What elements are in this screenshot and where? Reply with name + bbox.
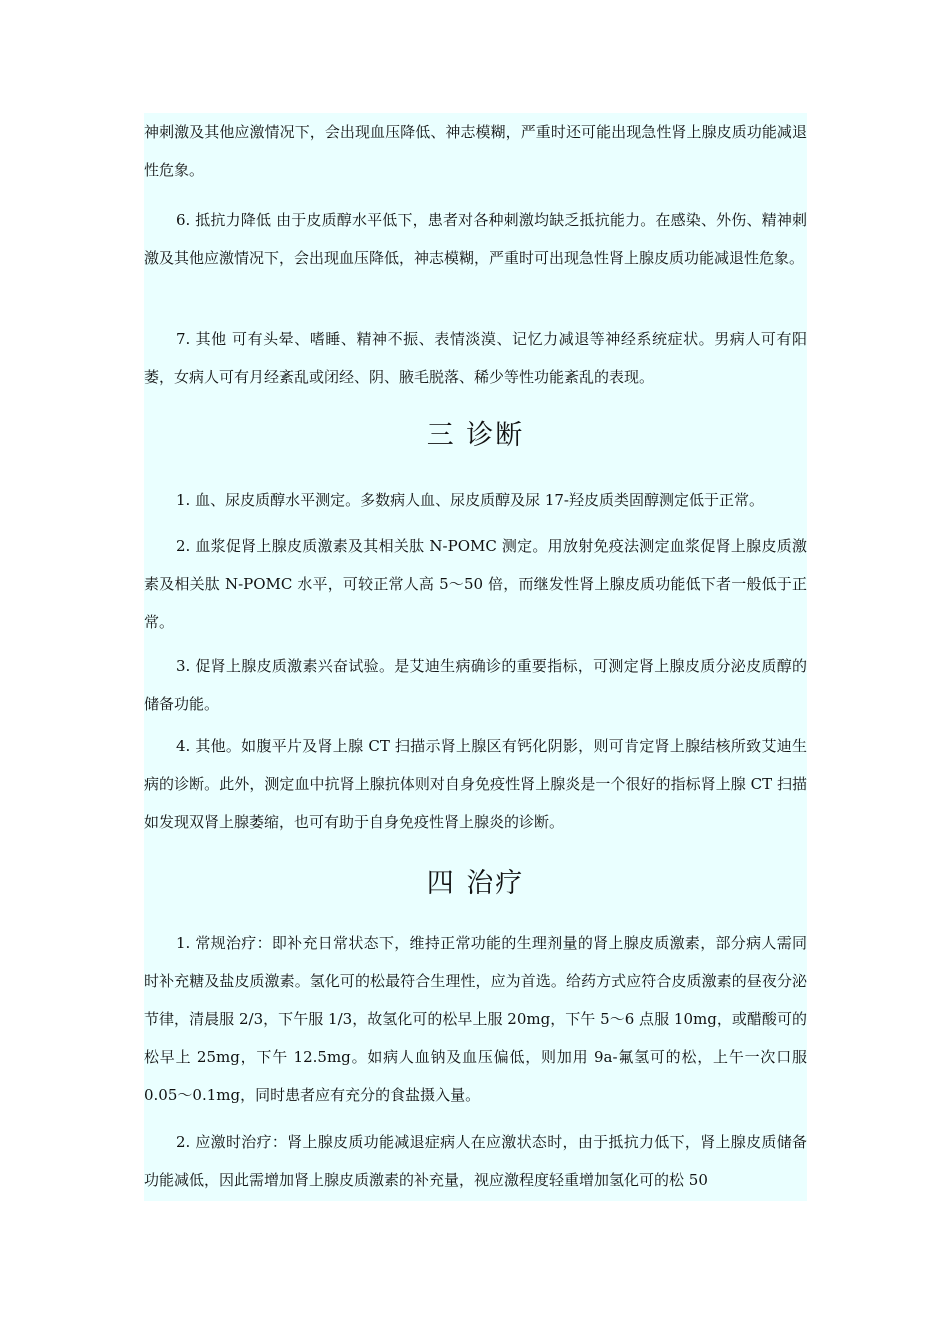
text-paragraph: 神刺激及其他应激情况下，会出现血压降低、神志模糊，严重时还可能出现急性肾上腺皮质功能减退性危象。 — [144, 123, 807, 179]
diagnosis-item-4 — [144, 727, 807, 841]
text-paragraph: 1. 常规治疗：即补充日常状态下，维持正常功能的生理剂量的肾上腺皮质激素，部分病人需同时补充糖及盐皮质激素。氢化可的松最符合生理性，应为首选。给药方式应符合皮质激素的昼夜分泌节律，清晨服 2/3，下午服 1/3，故氢化可的松早上服 20mg，下午 5～6 点服 10mg，或醋酸可的松早上 25mg，下午 12.5mg。如病人血钠及血压偏低，则加用 9a-氟氢可的松，上午一次口服 0.05～0.1mg，同时患者应有充分的食盐摄入量。 — [144, 934, 807, 1104]
text-paragraph: 1. 血、尿皮质醇水平测定。多数病人血、尿皮质醇及尿 17-羟皮质类固醇测定低于正常。 — [176, 491, 765, 509]
treatment-item-1 — [144, 924, 807, 1114]
text-paragraph: 6. 抵抗力降低 由于皮质醇水平低下，患者对各种刺激均缺乏抵抗能力。在感染、外伤、精神刺激及其他应激情况下，会出现血压降低，神志模糊，严重时可出现急性肾上腺皮质功能减退性危象。 — [144, 211, 807, 267]
section-heading-diagnosis — [144, 416, 807, 456]
diagnosis-item-3 — [144, 647, 807, 723]
text-paragraph: 2. 血浆促肾上腺皮质激素及其相关肽 N-POMC 测定。用放射免疫法测定血浆促肾上腺皮质激素及相关肽 N-POMC 水平，可较正常人高 5～50 倍，而继发性肾上腺皮质功能低下者一般低于正常。 — [144, 537, 807, 631]
text-paragraph: 7. 其他 可有头晕、嗜睡、精神不振、表情淡漠、记忆力减退等神经系统症状。男病人可有阳萎，女病人可有月经紊乱或闭经、阴、腋毛脱落、稀少等性功能紊乱的表现。 — [144, 330, 807, 386]
treatment-item-2 — [144, 1123, 807, 1199]
text-paragraph: 2. 应激时治疗：肾上腺皮质功能减退症病人在应激状态时，由于抵抗力低下，肾上腺皮质储备功能减低，因此需增加肾上腺皮质激素的补充量，视应激程度轻重增加氢化可的松 50 — [144, 1133, 807, 1189]
text-paragraph: 4. 其他。如腹平片及肾上腺 CT 扫描示肾上腺区有钙化阴影，则可肯定肾上腺结核所致艾迪生病的诊断。此外，测定血中抗肾上腺抗体则对自身免疫性肾上腺炎是一个很好的指标肾上腺 CT 扫描如发现双肾上腺萎缩，也可有助于自身免疫性肾上腺炎的诊断。 — [144, 737, 807, 831]
diagnosis-item-2 — [144, 527, 807, 641]
text-paragraph: 3. 促肾上腺皮质激素兴奋试验。是艾迪生病确诊的重要指标，可测定肾上腺皮质分泌皮质醇的储备功能。 — [144, 657, 807, 713]
paragraph-item-6 — [144, 201, 807, 277]
section-title: 三 诊断 — [426, 420, 525, 451]
section-title: 四 治疗 — [426, 868, 525, 899]
diagnosis-item-1 — [144, 481, 807, 519]
paragraph-item-7 — [144, 320, 807, 396]
paragraph-continuation — [144, 113, 807, 189]
document-body — [144, 113, 807, 1201]
section-heading-treatment — [144, 864, 807, 904]
